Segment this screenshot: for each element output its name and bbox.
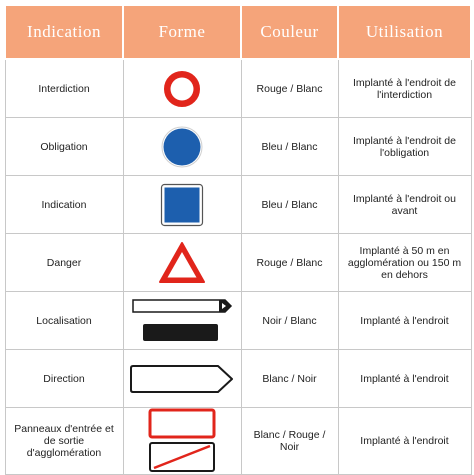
couleur-cell: Bleu / Blanc [241, 176, 338, 234]
table-row [5, 292, 471, 350]
table-row [5, 234, 471, 292]
signs-table-container [4, 4, 470, 470]
indication-cell: Localisation [5, 292, 123, 350]
utilisation-cell: Implanté à l'endroit de l'obligation [338, 118, 471, 176]
indication-cell: Direction [5, 350, 123, 408]
indication-cell: Indication [5, 176, 123, 234]
indication-cell: Obligation [5, 118, 123, 176]
couleur-cell: Noir / Blanc [241, 292, 338, 350]
utilisation-cell: Implanté à l'endroit de l'interdiction [338, 59, 471, 118]
couleur-cell: Blanc / Rouge / Noir [241, 408, 338, 475]
indication-cell: Danger [5, 234, 123, 292]
couleur-cell: Blanc / Noir [241, 350, 338, 408]
table-row [5, 408, 471, 475]
town-entry-exit-icon [142, 408, 222, 474]
couleur-cell: Rouge / Blanc [241, 59, 338, 118]
utilisation-cell: Implanté à l'endroit [338, 350, 471, 408]
shape-cell [123, 59, 241, 118]
table-row [5, 176, 471, 234]
couleur-cell: Bleu / Blanc [241, 118, 338, 176]
header-couleur: Couleur [241, 5, 338, 59]
utilisation-cell: Implanté à l'endroit [338, 292, 471, 350]
shape-cell [123, 408, 241, 475]
indication-cell: Interdiction [5, 59, 123, 118]
header-indication: Indication [5, 5, 123, 59]
utilisation-cell: Implanté à 50 m en agglomération ou 150 m en dehors [338, 234, 471, 292]
shape-cell [123, 350, 241, 408]
utilisation-cell: Implanté à l'endroit [338, 408, 471, 475]
header-row [5, 5, 471, 59]
shape-cell [123, 292, 241, 350]
shape-cell [123, 234, 241, 292]
blue-circle-icon [152, 123, 212, 171]
location-plates-icon [127, 295, 237, 347]
road-signs-table [4, 4, 472, 475]
table-row [5, 118, 471, 176]
red-triangle-icon [152, 239, 212, 287]
table-row [5, 59, 471, 118]
header-utilisation: Utilisation [338, 5, 471, 59]
header-forme: Forme [123, 5, 241, 59]
shape-cell [123, 176, 241, 234]
blue-square-icon [152, 181, 212, 229]
table-row [5, 350, 471, 408]
utilisation-cell: Implanté à l'endroit ou avant [338, 176, 471, 234]
arrow-plate-icon [126, 359, 238, 399]
indication-cell: Panneaux d'entrée et de sortie d'agglomération [5, 408, 123, 475]
red-ring-circle-icon [152, 65, 212, 113]
couleur-cell: Rouge / Blanc [241, 234, 338, 292]
shape-cell [123, 118, 241, 176]
